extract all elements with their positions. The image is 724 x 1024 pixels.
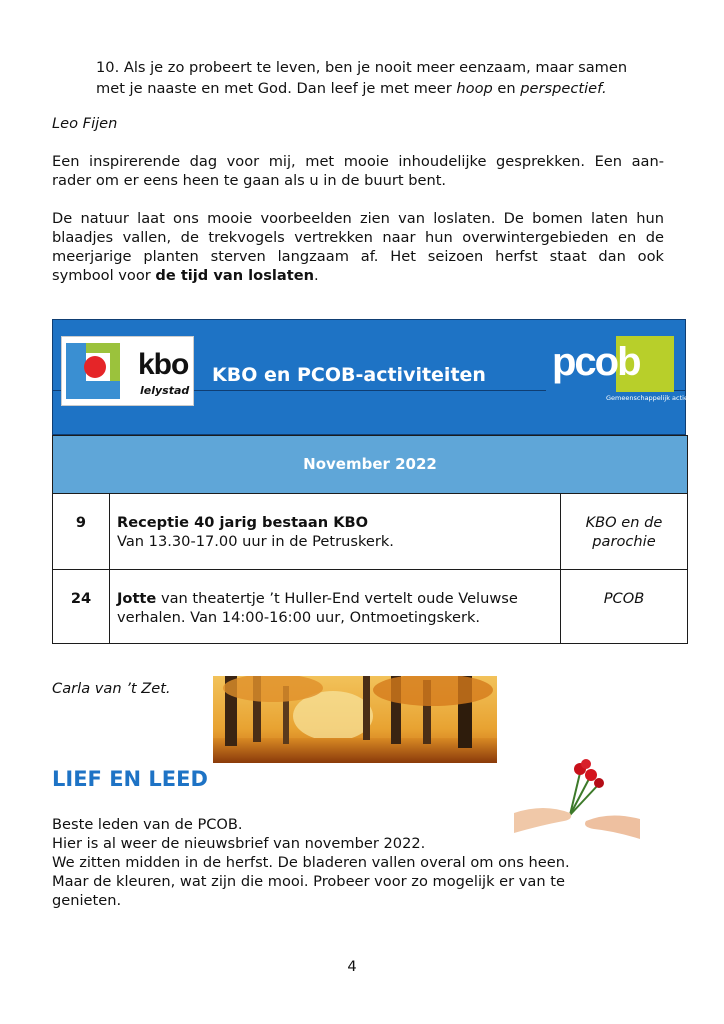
paragraph2-line4-text: symbool voor (52, 267, 156, 284)
autumn-forest-image (213, 676, 497, 763)
perspective-word: perspectief. (520, 80, 607, 97)
hope-word: hoop (456, 80, 493, 97)
row2-detail-line2: verhalen. Van 14:00-16:00 uur, Ontmoetingskerk. (117, 609, 481, 626)
paragraph1-line2: rader om er eens heen te gaan als u in de buurt bent. (52, 172, 447, 189)
kbo-logo-sub: lelystad (140, 384, 190, 397)
pcob-logo-sub: Gemeenschappelijk actief (606, 394, 691, 402)
row2-description (117, 589, 555, 627)
list-item-text: met je naaste en met God. Dan leef je met meer (96, 80, 457, 97)
body-line4: Maar de kleuren, wat zijn die mooi. Probeer voor zo mogelijk er van te (52, 873, 565, 890)
author-carla: Carla van ’t Zet. (52, 680, 171, 697)
paragraph-letting-go (52, 209, 664, 285)
lief-en-leed-body (52, 815, 652, 910)
month-label: November 2022 (303, 455, 437, 473)
list-item-10 (96, 58, 656, 98)
row2-organizer (561, 589, 687, 608)
row1-day: 9 (75, 514, 87, 531)
row2-line1 (117, 589, 555, 608)
list-item-line-2 (96, 79, 656, 98)
column-divider (109, 569, 110, 644)
row1-org-line2: parochie (592, 533, 656, 550)
row2-day: 24 (70, 590, 92, 607)
page-number: 4 (347, 958, 357, 975)
row1-title: Receptie 40 jarig bestaan KBO (117, 514, 369, 531)
lief-en-leed-heading: LIEF EN LEED (52, 767, 208, 791)
row2-detail-line1: van theatertje ’t Huller-End vertelt oude Veluwse (156, 590, 518, 607)
row2-org-line1: PCOB (603, 590, 645, 607)
paragraph2-line2: blaadjes vallen, de trekvogels vertrekken naar hun overwintergebieden en de (52, 229, 664, 246)
body-line3: We zitten midden in de herfst. De bladeren vallen overal om ons heen. (52, 854, 570, 871)
bold-phrase: de tijd van loslaten (155, 267, 314, 284)
author-leo-fijen: Leo Fijen (52, 115, 118, 132)
row2-title: Jotte (117, 590, 157, 607)
row1-description (117, 513, 555, 551)
body-line5: genieten. (52, 892, 122, 909)
row1-organizer (561, 513, 687, 551)
paragraph2-line3: meerjarige planten sterven langzaam af. Het seizoen herfst staat dan ook (52, 248, 664, 265)
column-divider (109, 493, 110, 570)
pcob-logo (546, 336, 691, 406)
period: . (314, 267, 319, 284)
list-item-line-1: 10. Als je zo probeert te leven, ben je nooit meer eenzaam, maar samen (96, 59, 628, 76)
pcob-logo-text: pcob (552, 340, 640, 384)
paragraph2-line1: De natuur laat ons mooie voorbeelden zien van loslaten. De bomen laten hun (52, 210, 664, 227)
kbo-logo-text: kbo (138, 348, 189, 381)
autumn-forest-icon (213, 676, 497, 763)
activities-title: KBO en PCOB-activiteiten (212, 364, 486, 386)
paragraph2-line4 (52, 266, 664, 285)
body-line2: Hier is al weer de nieuwsbrief van november 2022. (52, 835, 426, 852)
body-line1: Beste leden van de PCOB. (52, 816, 243, 833)
paragraph-inspiring-day (52, 152, 664, 190)
and-word: en (492, 80, 521, 97)
row1-detail: Van 13.30-17.00 uur in de Petruskerk. (117, 533, 394, 550)
kbo-logo (61, 336, 194, 406)
row1-org-line1: KBO en de (585, 514, 663, 531)
paragraph1-line1: Een inspirerende dag voor mij, met mooie inhoudelijke gesprekken. Een aan- (52, 153, 664, 170)
